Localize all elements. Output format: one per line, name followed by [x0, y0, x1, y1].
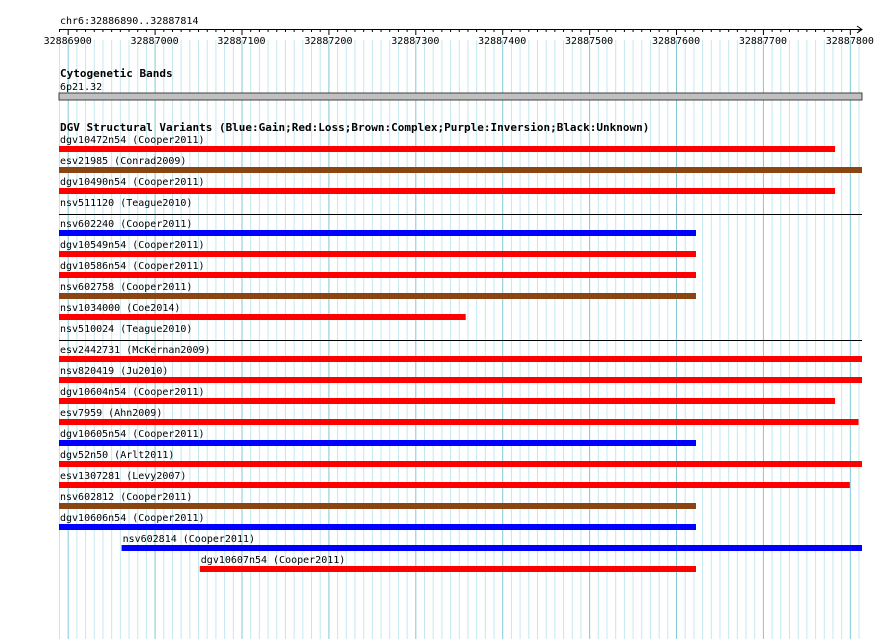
variant-bar[interactable]: [59, 440, 696, 446]
variant-row[interactable]: [59, 261, 696, 278]
variant-label: dgv10490n54 (Cooper2011): [60, 177, 205, 188]
variant-label: dgv10605n54 (Cooper2011): [60, 429, 205, 440]
ruler-tick-label: 32886900: [43, 36, 92, 47]
variant-row[interactable]: [59, 324, 862, 341]
variant-bar[interactable]: [59, 461, 862, 467]
variant-row[interactable]: [59, 513, 696, 530]
variant-bar[interactable]: [59, 146, 835, 152]
variant-bar[interactable]: [59, 214, 862, 215]
variant-bar[interactable]: [59, 482, 850, 488]
variant-bar[interactable]: [59, 419, 859, 425]
variant-label: nsv510024 (Teague2010): [60, 324, 193, 335]
variant-row[interactable]: [59, 345, 862, 362]
variant-row[interactable]: [59, 387, 835, 404]
variant-label: dgv10607n54 (Cooper2011): [200, 555, 346, 566]
variant-label: nsv602240 (Cooper2011): [60, 219, 193, 230]
variant-row[interactable]: [122, 534, 862, 551]
variant-label: esv1307281 (Levy2007): [60, 471, 187, 482]
variant-label: dgv10586n54 (Cooper2011): [60, 261, 205, 272]
variant-bar[interactable]: [59, 524, 696, 530]
variant-label: dgv10472n54 (Cooper2011): [60, 135, 205, 146]
variant-label: dgv10606n54 (Cooper2011): [60, 513, 205, 524]
variant-bar[interactable]: [59, 398, 835, 404]
variant-bar[interactable]: [59, 314, 466, 320]
ruler-tick-label: 32887800: [825, 36, 874, 47]
variant-row[interactable]: [59, 366, 862, 383]
variant-row[interactable]: [59, 135, 835, 152]
ruler-tick-label: 32887500: [565, 36, 614, 47]
variant-row[interactable]: [59, 282, 696, 299]
variant-label: dgv10549n54 (Cooper2011): [60, 240, 205, 251]
variant-bar[interactable]: [59, 167, 862, 173]
variant-label: nsv820419 (Ju2010): [60, 366, 169, 377]
variant-bar[interactable]: [200, 566, 696, 572]
ruler-tick-label: 32887200: [304, 36, 353, 47]
variant-label: nsv511120 (Teague2010): [60, 198, 193, 209]
ruler-tick-label: 32887400: [478, 36, 527, 47]
variant-label: esv7959 (Ahn2009): [60, 408, 163, 419]
ruler-tick-label: 32887100: [217, 36, 266, 47]
ruler-tick-label: 32887600: [651, 36, 701, 47]
variant-bar[interactable]: [59, 230, 696, 236]
variant-row[interactable]: [200, 555, 696, 572]
variant-row[interactable]: [59, 429, 696, 446]
variant-bar[interactable]: [122, 545, 862, 551]
variant-label: nsv602812 (Cooper2011): [60, 492, 193, 503]
variant-row[interactable]: [59, 471, 850, 488]
variant-label: nsv602758 (Cooper2011): [60, 282, 193, 293]
variant-row[interactable]: [59, 492, 696, 509]
variant-label: dgv10604n54 (Cooper2011): [60, 387, 205, 398]
variant-label: esv21985 (Conrad2009): [60, 156, 187, 167]
variant-bar[interactable]: [59, 188, 835, 194]
dgv-variant-list[interactable]: [59, 135, 862, 572]
variant-row[interactable]: [59, 156, 862, 173]
variant-label: nsv1034000 (Coe2014): [60, 303, 181, 314]
ruler-tick-label: 32887300: [391, 36, 440, 47]
variant-bar[interactable]: [59, 272, 696, 278]
variant-row[interactable]: [59, 303, 466, 320]
variant-bar[interactable]: [59, 356, 862, 362]
cytoband-label: 6p21.32: [60, 82, 103, 93]
variant-bar[interactable]: [59, 377, 862, 383]
variant-bar[interactable]: [59, 251, 696, 257]
variant-label: dgv52n50 (Arlt2011): [60, 450, 175, 461]
variant-bar[interactable]: [59, 293, 696, 299]
variant-row[interactable]: [59, 198, 862, 215]
location-label: chr6:32886890..32887814: [60, 16, 199, 27]
variant-label: esv2442731 (McKernan2009): [60, 345, 211, 356]
ruler-tick-label: 32887000: [130, 36, 179, 47]
variant-bar[interactable]: [59, 340, 862, 341]
variant-label: nsv602814 (Cooper2011): [122, 534, 256, 545]
variant-row[interactable]: [59, 219, 696, 236]
variant-bar[interactable]: [59, 503, 696, 509]
cytoband-bar[interactable]: [59, 93, 862, 100]
cytoband-track-title: Cytogenetic Bands: [60, 67, 173, 80]
variant-row[interactable]: [59, 450, 862, 467]
dgv-track-title: DGV Structural Variants (Blue:Gain;Red:Loss;Brown:Complex;Purple:Inversion;Black:Unknown): [60, 121, 650, 134]
variant-row[interactable]: [59, 177, 835, 194]
variant-row[interactable]: [59, 240, 696, 257]
ruler-tick-label: 32887700: [738, 36, 788, 47]
